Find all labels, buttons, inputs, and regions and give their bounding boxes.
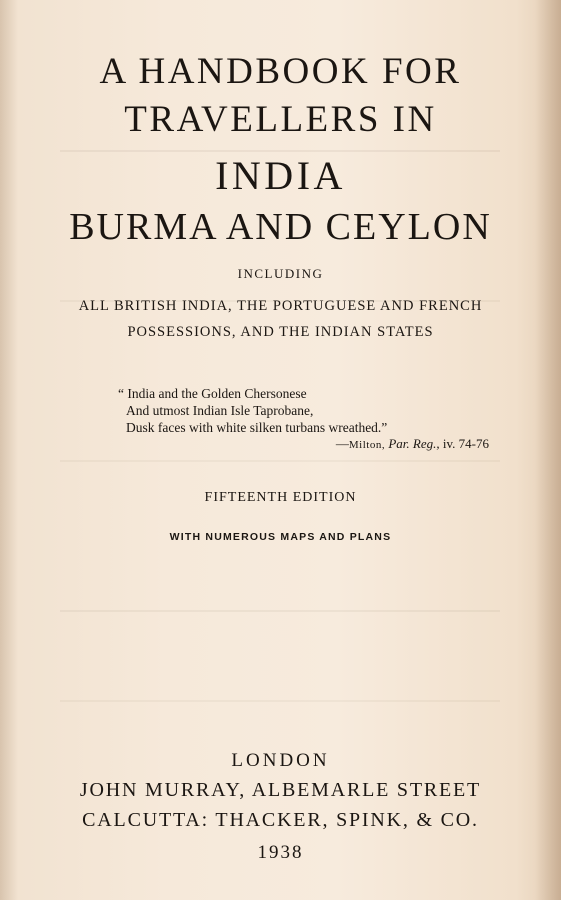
epigraph-line-3: Dusk faces with white silken turbans wreathed.” bbox=[126, 420, 388, 435]
attribution-ref: iv. 74-76 bbox=[442, 436, 489, 451]
epigraph-line-1: “ India and the Golden Chersonese bbox=[118, 386, 307, 401]
title-line-4: BURMA AND CEYLON bbox=[69, 206, 492, 248]
subtitle-line-2: POSSESSIONS, AND THE INDIAN STATES bbox=[127, 324, 434, 340]
including-label: INCLUDING bbox=[237, 266, 324, 281]
epigraph-attribution bbox=[336, 436, 489, 452]
epigraph-line-2: And utmost Indian Isle Taprobane, bbox=[126, 403, 314, 418]
imprint-year: 1938 bbox=[257, 842, 304, 863]
attribution-dash: — bbox=[335, 436, 349, 451]
imprint-publisher: JOHN MURRAY, ALBEMARLE STREET bbox=[79, 779, 482, 801]
title-line-1: A HANDBOOK FOR bbox=[99, 51, 462, 92]
imprint-agent: CALCUTTA: THACKER, SPINK, & CO. bbox=[82, 809, 479, 831]
title-line-2: TRAVELLERS IN bbox=[124, 99, 437, 140]
imprint-city: LONDON bbox=[231, 750, 330, 771]
attribution-work: Par. Reg., bbox=[388, 436, 440, 451]
subtitle-line-1: ALL BRITISH INDIA, THE PORTUGUESE AND FRENCH bbox=[78, 298, 483, 314]
edition-label: FIFTEENTH EDITION bbox=[204, 490, 357, 505]
maps-note: WITH NUMEROUS MAPS AND PLANS bbox=[169, 531, 392, 543]
title-line-3: INDIA bbox=[215, 153, 346, 198]
attribution-author: Milton, bbox=[348, 439, 386, 451]
